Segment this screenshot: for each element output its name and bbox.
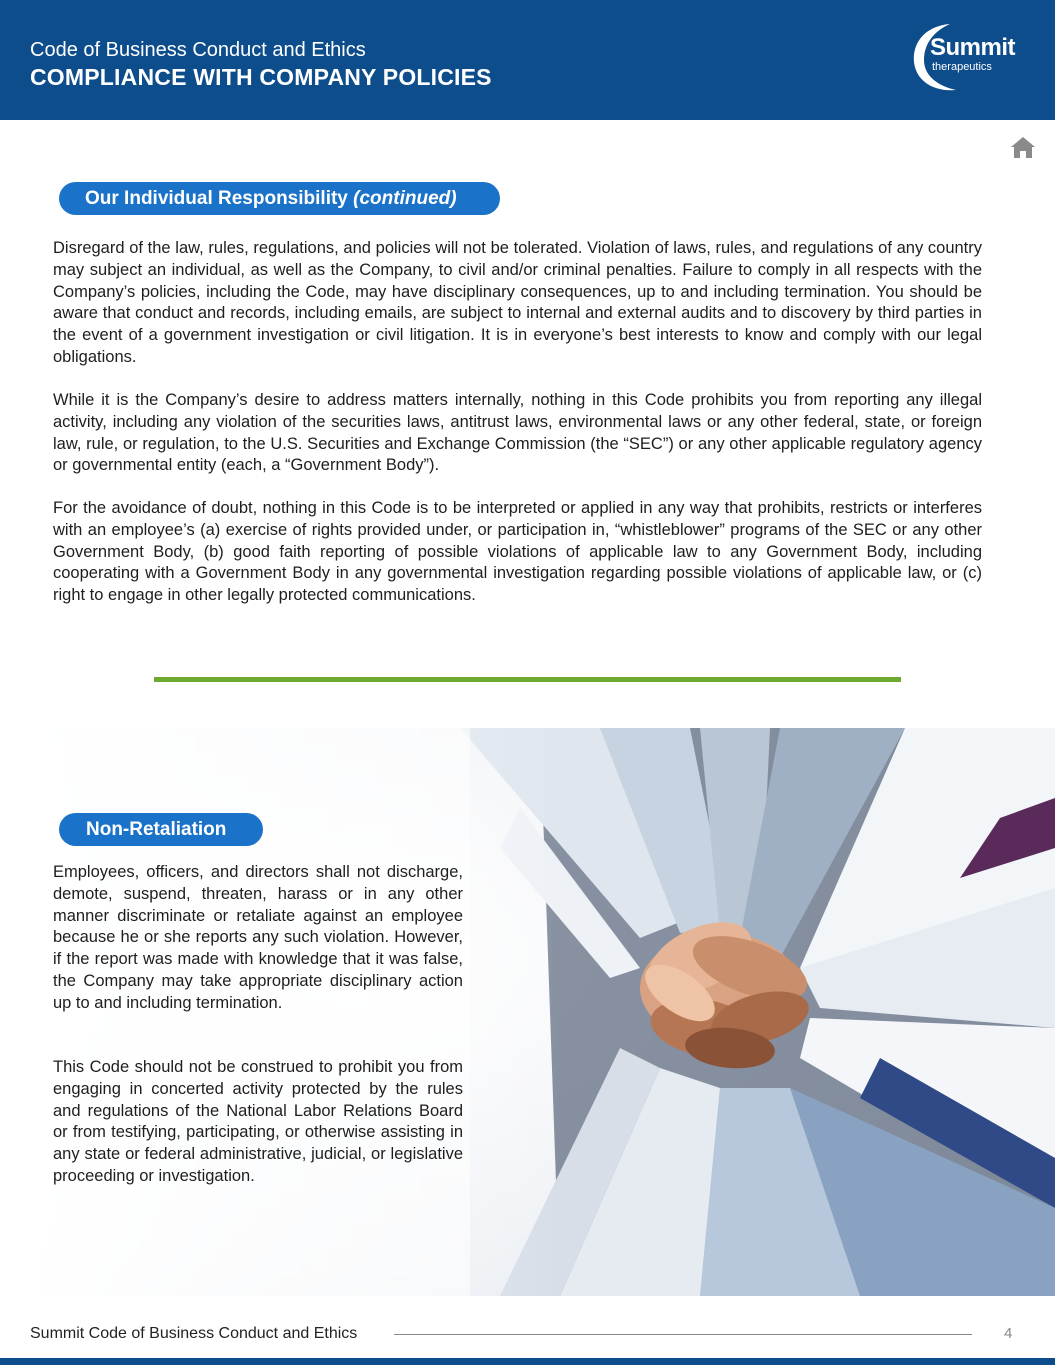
section-divider [154, 677, 901, 682]
home-icon[interactable] [1010, 135, 1036, 161]
document-title: Code of Business Conduct and Ethics [30, 39, 366, 61]
paragraph: Disregard of the law, rules, regulations, and policies will not be tolerated. Violation of laws, rules, and regulations of any country may subject an individual, as well as the Company, to civil and/or criminal penalties. Failure to comply in all respects with the Company’s policies, including the Code, may have disciplinary consequences, up to and including termination. You should be aware that conduct and records, including emails, are subject to internal and external audits and to discovery by third parties in the event of a government investigation or civil litigation. It is in everyone’s best interests to know and comply with our legal obligations. [53, 239, 982, 366]
logo-subtitle: therapeutics [932, 61, 992, 73]
company-logo [910, 20, 1035, 95]
footer-rule [394, 1334, 972, 1335]
section-heading-suffix: (continued) [353, 188, 457, 209]
section-heading-individual-responsibility [59, 182, 500, 215]
paragraph: Employees, officers, and directors shall not discharge, demote, suspend, threaten, harass or in any other manner discriminate or retaliate against an employee because he or she reports any such violation. However, if the report was made with knowledge that it was false, the Company may take appropriate disciplinary action up to and including termination. [53, 863, 463, 1012]
section-heading-non-retaliation: Non-Retaliation [59, 813, 263, 846]
page-header [0, 0, 1055, 120]
paragraph: For the avoidance of doubt, nothing in this Code is to be interpreted or applied in any way that prohibits, restricts or interferes with an employee’s (a) exercise of rights provided under, or participation in, “whistleblower” programs of the SEC or any other Government Body, (b) good faith reporting of possible violations of applicable law to any Government Body, including cooperating with a Government Body in any governmental investigation regarding possible violations of applicable law, or (c) right to engage in other legally protected communications. [53, 499, 982, 605]
page-title: COMPLIANCE WITH COMPANY POLICIES [30, 64, 492, 90]
footer-title: Summit Code of Business Conduct and Ethics [30, 1325, 358, 1342]
section-heading-text: Our Individual Responsibility [85, 188, 348, 209]
logo-name: Summit [930, 34, 1016, 61]
footer-bar [0, 1358, 1055, 1365]
paragraph: While it is the Company’s desire to address matters internally, nothing in this Code prohibits you from reporting any illegal activity, including any violation of the securities laws, antitrust laws, environmental laws or any other federal, state, or foreign law, rule, or regulation, to the U.S. Securities and Exchange Commission (the “SEC”) or any other applicable regulatory agency or governmental entity (each, a “Government Body”). [53, 391, 982, 475]
page-number: 4 [1004, 1325, 1013, 1342]
paragraph: This Code should not be construed to prohibit you from engaging in concerted activity protected by the rules and regulations of the National Labor Relations Board or from testifying, participating, or otherwise assisting in any state or federal administrative, judicial, or legislative proceeding or investigation. [53, 1058, 463, 1185]
